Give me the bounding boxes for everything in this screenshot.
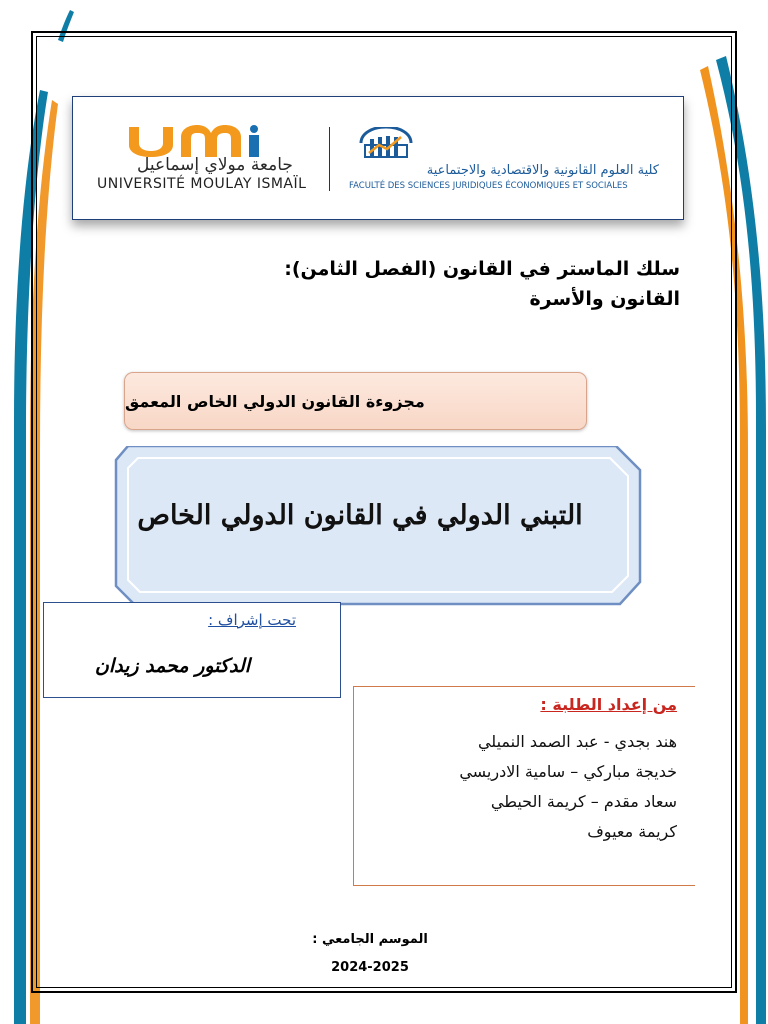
student-line: كريمة معيوف — [587, 822, 677, 841]
module-banner — [124, 372, 587, 430]
program-title — [260, 254, 680, 314]
academic-year-value: 2024-2025 — [331, 960, 409, 975]
supervisor-label: تحت إشراف : — [208, 611, 296, 629]
module-label: مجزوءة القانون الدولي الخاص المعمق — [125, 391, 425, 411]
academic-year-label: الموسم الجامعي : — [312, 932, 428, 947]
umi-logo-icon — [125, 125, 285, 157]
faculty-logo — [349, 127, 669, 197]
logo-separator — [329, 127, 330, 191]
faculty-french-name: FACULTÉ DES SCIENCES JURIDIQUES ÉCONOMIQUES ET SOCIALES — [349, 181, 628, 191]
program-line-1: سلك الماستر في القانون (الفصل الثامن): — [284, 258, 680, 280]
program-line-2: القانون والأسرة — [529, 288, 680, 310]
student-line: خديجة مباركي – سامية الادريسي — [459, 762, 677, 781]
student-line: هند بجدي - عبد الصمد النميلي — [477, 732, 677, 751]
students-list — [459, 727, 677, 847]
students-box — [353, 686, 695, 886]
supervisor-name: الدكتور محمد زيدان — [94, 655, 250, 677]
faculty-emblem-icon — [357, 127, 415, 159]
umi-arabic-name: جامعة مولاي إسماعيل — [137, 155, 293, 175]
thesis-title: التبني الدولي في القانون الدولي الخاص — [137, 500, 583, 531]
header-logo-banner — [72, 96, 684, 220]
faculty-arabic-name: كلية العلوم القانونية والاقتصادية والاجتماعية — [426, 163, 659, 178]
umi-logo — [97, 125, 307, 195]
academic-year — [300, 926, 440, 982]
supervisor-box — [43, 602, 341, 698]
student-line: سعاد مقدم – كريمة الحيطي — [490, 792, 677, 811]
students-label: من إعداد الطلبة : — [540, 695, 677, 714]
umi-french-name: UNIVERSITÉ MOULAY ISMAÏL — [97, 176, 307, 192]
